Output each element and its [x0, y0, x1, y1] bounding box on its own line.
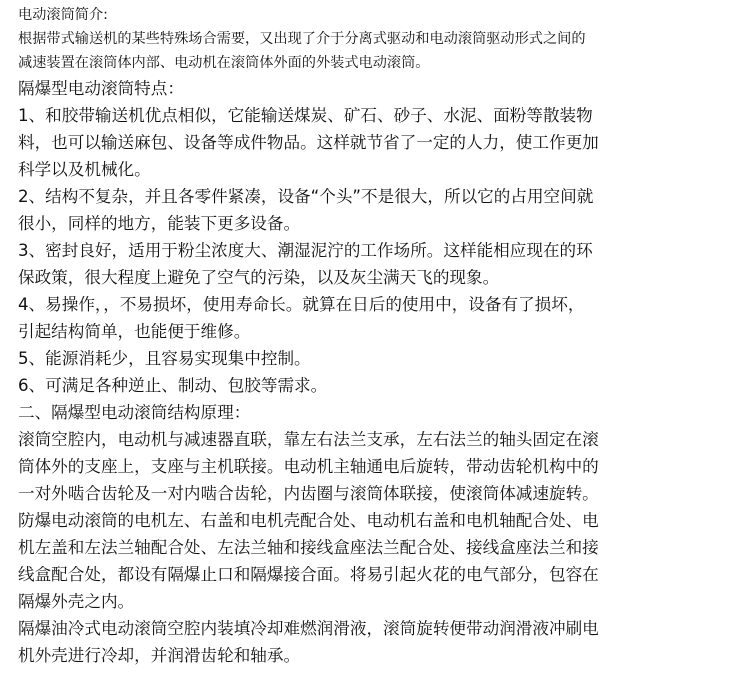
note-line: 隔爆油冷式电动滚筒空腔内装填冷却难燃润滑液，滚筒旋转便带动润滑液冲刷电	[18, 619, 599, 638]
feature-line: 4、易操作，，不易损坏，使用寿命长。就算在日后的使用中，设备有了损坏，	[18, 295, 585, 314]
principle-line: 筒体外的支座上，支座与主机联接。电动机主轴通电后旋转，带动齿轮机构中的	[18, 457, 599, 476]
principle-section	[18, 399, 742, 669]
intro-line: 减速装置在滚筒体内部、电动机在滚筒体外面的外装式电动滚筒。	[18, 55, 430, 71]
principle-line: 线盒配合处，都设有隔爆止口和隔爆接合面。将易引起火花的电气部分，包容在	[18, 565, 599, 584]
feature-line: 料，也可以输送麻包、设备等成件物品。这样就节省了一定的人力，使工作更加	[18, 133, 599, 152]
principle-line: 滚筒空腔内，电动机与减速器直联，靠左右法兰支承，左右法兰的轴头固定在滚	[18, 430, 599, 449]
principle-paragraph-1	[18, 426, 742, 507]
intro-title: 电动滚筒简介:	[18, 7, 108, 23]
principle-line: 一对外啮合齿轮及一对内啮合齿轮，内齿圈与滚筒体联接，使滚筒体减速旋转。	[18, 484, 599, 503]
feature-line: 2、结构不复杂，并且各零件紧凑，设备“个头”不是很大，所以它的占用空间就	[18, 187, 594, 206]
principle-title: 二、隔爆型电动滚筒结构原理：	[18, 403, 251, 422]
feature-line: 1、和胶带输送机优点相似，它能输送煤炭、矿石、砂子、水泥、面粉等散装物	[18, 106, 593, 125]
principle-line: 机左盖和左法兰轴配合处、左法兰轴和接线盒座法兰配合处、接线盒座法兰和接	[18, 538, 599, 557]
feature-line: 5、能源消耗少，且容易实现集中控制。	[18, 349, 311, 368]
features-title: 隔爆型电动滚筒特点：	[18, 79, 184, 98]
features-section	[18, 75, 742, 399]
feature-item-3	[18, 237, 742, 291]
feature-line: 保政策，很大程度上避免了空气的污染，以及灰尘满天飞的现象。	[18, 268, 500, 287]
feature-item-5	[18, 345, 742, 372]
principle-paragraph-2	[18, 507, 742, 615]
feature-item-6	[18, 372, 742, 399]
feature-line: 科学以及机械化。	[18, 160, 151, 179]
intro-section	[18, 3, 742, 75]
feature-item-2	[18, 183, 742, 237]
feature-line: 很小，同样的地方，能装下更多设备。	[18, 214, 301, 233]
intro-line: 根据带式输送机的某些特殊场合需要，又出现了介于分离式驱动和电动滚筒驱动形式之间的	[18, 31, 586, 47]
principle-line: 隔爆外壳之内。	[18, 592, 135, 611]
feature-item-4	[18, 291, 742, 345]
cooling-note	[18, 615, 742, 669]
feature-item-1	[18, 102, 742, 183]
feature-line: 6、可满足各种逆止、制动、包胶等需求。	[18, 376, 328, 395]
feature-line: 3、密封良好，适用于粉尘浓度大、潮湿泥泞的工作场所。这样能相应现在的环	[18, 241, 593, 260]
document-body	[18, 3, 742, 669]
note-line: 机外壳进行冷却，并润滑齿轮和轴承。	[18, 646, 301, 665]
feature-line: 引起结构简单，也能便于维修。	[18, 322, 251, 341]
principle-line: 防爆电动滚筒的电机左、右盖和电机壳配合处、电动机右盖和电机轴配合处、电	[18, 511, 599, 530]
